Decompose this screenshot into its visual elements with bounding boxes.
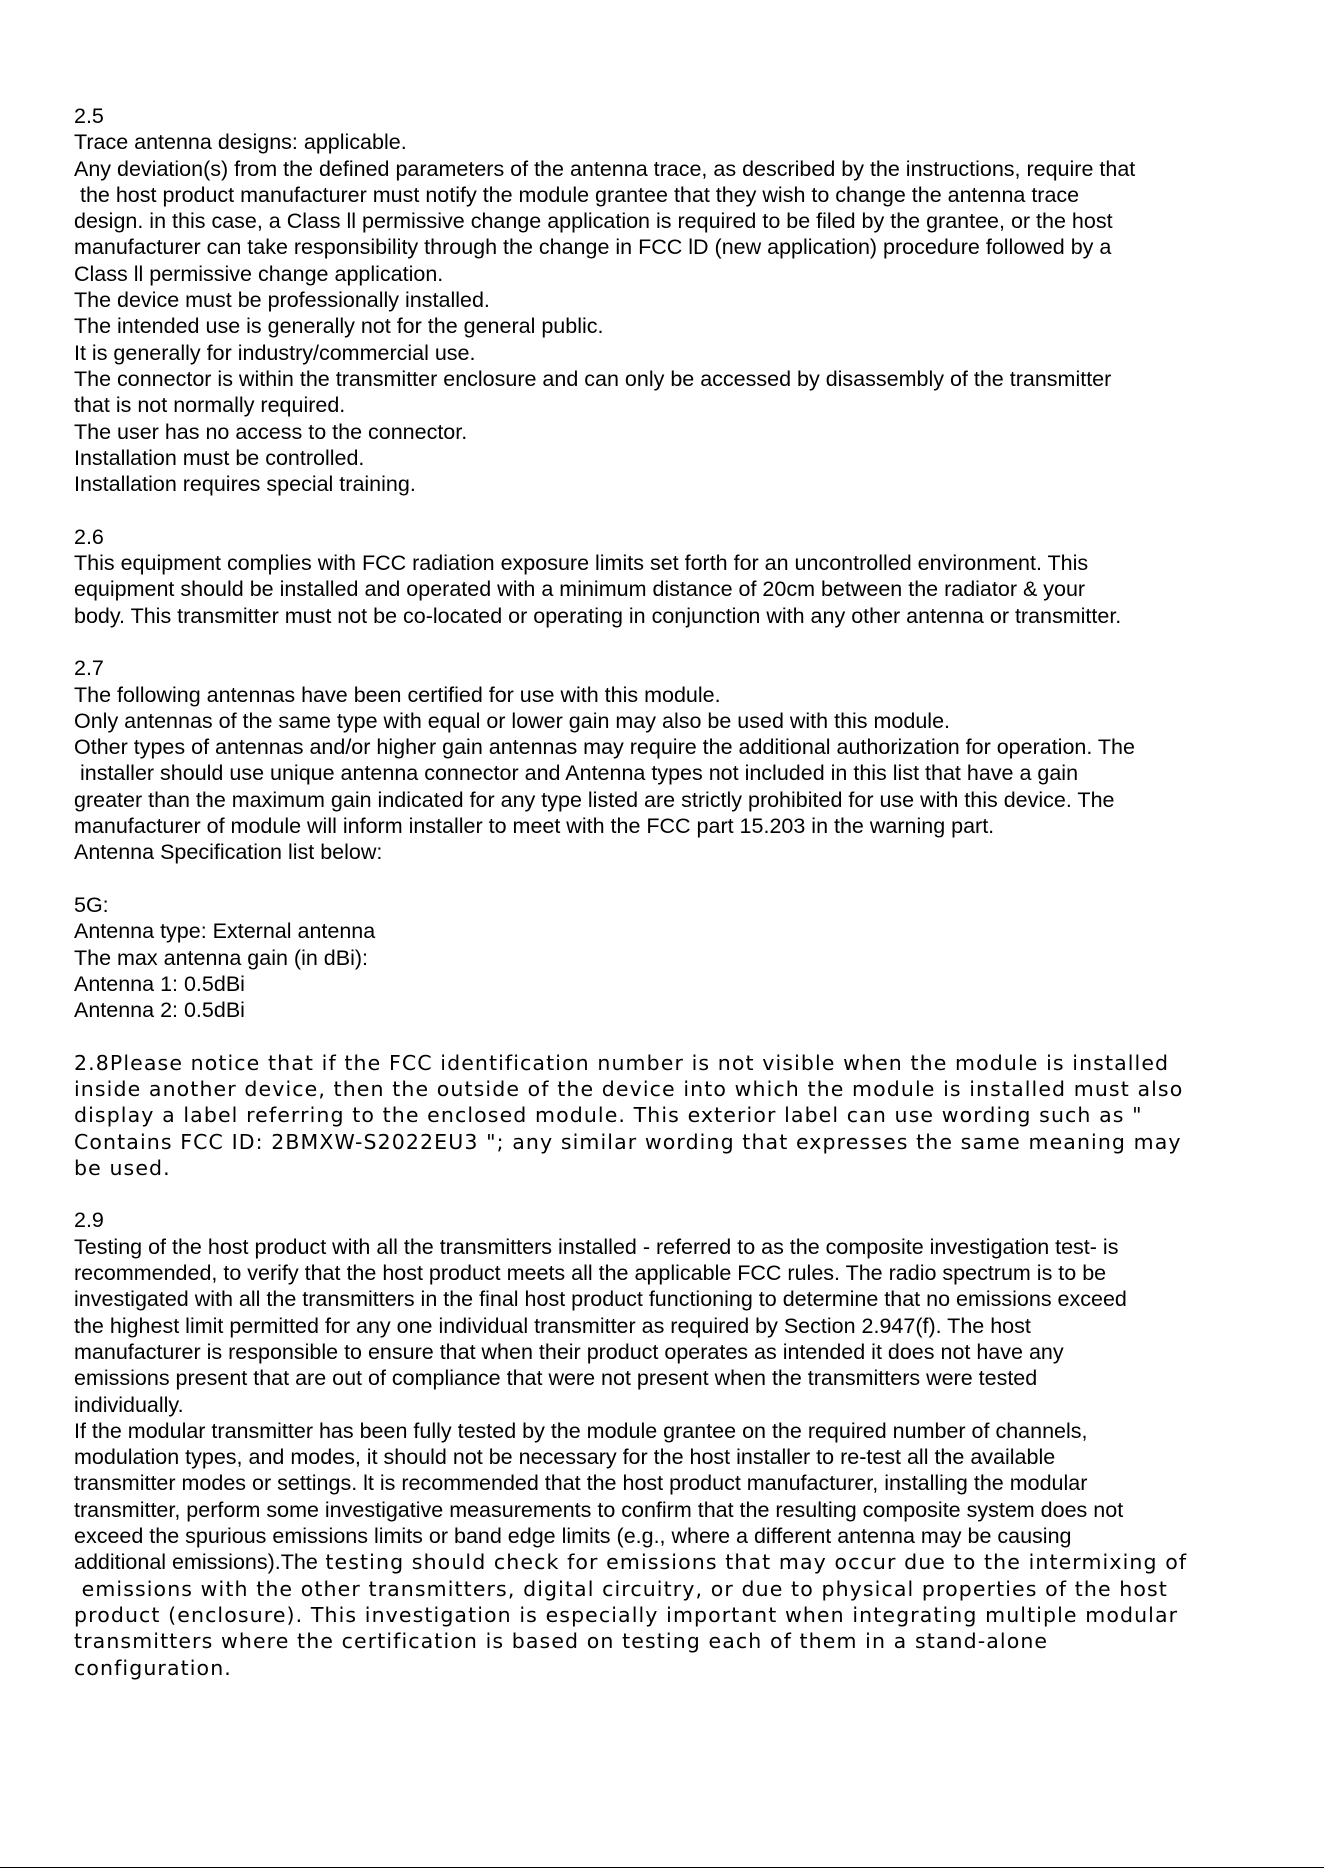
text-line: 2.8Please notice that if the FCC identification number is not visible when the module is installed (74, 1050, 1170, 1075)
text-line: investigated with all the transmitters in the final host product functioning to determine that no emissions exceed (74, 1287, 1127, 1312)
section-2-9 (74, 1207, 1264, 1680)
document-page (74, 103, 1264, 1681)
text-line: manufacturer of module will inform installer to meet with the FCC part 15.203 in the warning part. (74, 814, 995, 839)
text-line-mixed (74, 1549, 1264, 1575)
paragraph-gap (74, 1181, 1264, 1207)
text-line: modulation types, and modes, it should not be necessary for the host installer to re-test all the available (74, 1445, 1056, 1470)
section-2-7 (74, 655, 1264, 865)
text-line: Antenna Specification list below: (74, 840, 383, 865)
text-line: recommended, to verify that the host product meets all the applicable FCC rules. The radio spectrum is to be (74, 1261, 1107, 1286)
text-line: Any deviation(s) from the defined parameters of the antenna trace, as described by the instructions, require that (74, 156, 1136, 181)
section-2-5 (74, 103, 1264, 497)
text-line: equipment should be installed and operated with a minimum distance of 20cm between the radiator & your (74, 577, 1086, 602)
text-fragment: testing should check for emissions that may occur due to the intermixing of (317, 1550, 1188, 1575)
band-label: 5G: (74, 892, 109, 917)
text-line: emissions present that are out of compliance that were not present when the transmitters were tested (74, 1366, 1038, 1391)
text-line: Only antennas of the same type with equal or lower gain may also be used with this module. (74, 708, 951, 733)
text-line: be used. (74, 1155, 171, 1180)
section-number: 2.9 (74, 1208, 104, 1233)
text-line: product (enclosure). This investigation is especially important when integrating multiple modular (74, 1602, 1179, 1627)
text-line: display a label referring to the enclosed module. This exterior label can use wording such as " (74, 1103, 1143, 1128)
text-line: Contains FCC ID: 2BMXW-S2022EU3 "; any similar wording that expresses the same meaning may (74, 1129, 1182, 1154)
text-line: The intended use is generally not for the general public. (74, 314, 604, 339)
text-line: Installation must be controlled. (74, 445, 365, 470)
text-line: design. in this case, a Class ll permissive change application is required to be filed by the grantee, or the host (74, 209, 1113, 234)
text-line: exceed the spurious emissions limits or band edge limits (e.g., where a different antenna may be causing (74, 1524, 1072, 1549)
text-line: Other types of antennas and/or higher gain antennas may require the additional authorization for operation. The (74, 735, 1135, 760)
section-number: 2.7 (74, 656, 104, 681)
paragraph-gap (74, 629, 1264, 655)
section-number: 2.5 (74, 104, 104, 128)
section-number: 2.6 (74, 524, 104, 549)
text-line: the host product manufacturer must notify the module grantee that they wish to change the antenna trace (74, 182, 1080, 207)
text-line: If the modular transmitter has been fully tested by the module grantee on the required number of channels, (74, 1418, 1088, 1443)
paragraph-gap (74, 497, 1264, 523)
text-line: greater than the maximum gain indicated for any type listed are strictly prohibited for use with this device. The (74, 787, 1115, 812)
antenna-type: Antenna type: External antenna (74, 919, 376, 944)
text-line: inside another device, then the outside of the device into which the module is installed must also (74, 1076, 1184, 1101)
antenna-1-gain: Antenna 1: 0.5dBi (74, 971, 245, 996)
text-line: installer should use unique antenna connector and Antenna types not included in this list that have a gain (74, 761, 1079, 786)
text-line: emissions with the other transmitters, digital circuitry, or due to physical properties of the host (74, 1576, 1168, 1601)
text-line: that is not normally required. (74, 393, 346, 418)
text-line: Class ll permissive change application. (74, 261, 444, 286)
text-line: manufacturer can take responsibility through the change in FCC lD (new application) procedure followed by a (74, 235, 1112, 260)
text-line: body. This transmitter must not be co-located or operating in conjunction with any other antenna or transmitter. (74, 603, 1122, 628)
max-gain-heading: The max antenna gain (in dBi): (74, 945, 368, 970)
text-line: The user has no access to the connector. (74, 419, 468, 444)
text-line: transmitter modes or settings. lt is recommended that the host product manufacturer, installing the modular (74, 1471, 1088, 1496)
antenna-2-gain: Antenna 2: 0.5dBi (74, 998, 245, 1023)
text-line: individually. (74, 1392, 184, 1417)
section-2-8 (74, 1050, 1264, 1181)
footer-rule (0, 1867, 1324, 1868)
text-line: Trace antenna designs: applicable. (74, 130, 407, 155)
text-line: configuration. (74, 1655, 232, 1680)
paragraph-gap (74, 1023, 1264, 1049)
text-line: The following antennas have been certified for use with this module. (74, 682, 721, 707)
text-line: The device must be professionally installed. (74, 288, 490, 313)
antenna-specification (74, 892, 1264, 1023)
text-line: Installation requires special training. (74, 472, 416, 497)
text-line: transmitters where the certification is based on testing each of them in a stand-alone (74, 1629, 1049, 1654)
text-line: the highest limit permitted for any one individual transmitter as required by Section 2.947(f). The host (74, 1313, 1031, 1338)
text-line: The connector is within the transmitter enclosure and can only be accessed by disassembly of the transmitter (74, 366, 1112, 391)
text-line: transmitter, perform some investigative measurements to confirm that the resulting composite system does not (74, 1497, 1124, 1522)
text-line: It is generally for industry/commercial use. (74, 340, 476, 365)
text-line: This equipment complies with FCC radiation exposure limits set forth for an uncontrolled environment. This (74, 551, 1089, 576)
section-2-6 (74, 524, 1264, 629)
text-fragment: additional emissions).The (74, 1550, 318, 1575)
text-line: Testing of the host product with all the transmitters installed - referred to as the composite investigation test- is (74, 1234, 1119, 1259)
text-line: manufacturer is responsible to ensure that when their product operates as intended it does not have any (74, 1339, 1064, 1364)
paragraph-gap (74, 866, 1264, 892)
